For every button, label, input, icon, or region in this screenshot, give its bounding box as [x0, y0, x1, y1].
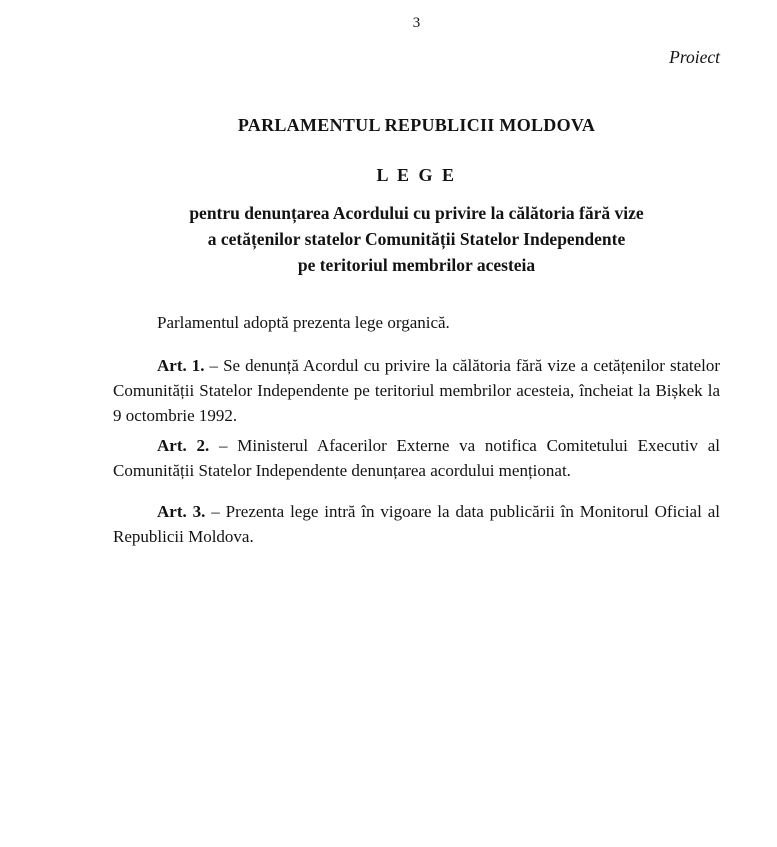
article-2-text: – Ministerul Afacerilor Externe va notifica Comitetului Executiv al Comunității Statelor Independente denunțarea acordului menționat. [113, 436, 721, 480]
article-1-paragraph [113, 353, 720, 428]
article-2-label: Art. 2. [157, 436, 210, 455]
article-1-text: – Se denunță Acordul cu privire la călătoria fără vize a cetățenilor statelor Comunității Statelor Independente pe teritoriul membrilor acesteia, încheiat la Bișkek la 9 octombrie 1992. [113, 356, 721, 425]
article-2-paragraph [113, 433, 720, 483]
doc-type-heading: L E G E [376, 165, 457, 185]
intro-paragraph: Parlamentul adoptă prezenta lege organică. [157, 313, 450, 332]
article-3-label: Art. 3. [157, 502, 206, 521]
article-3-text: – Prezenta lege intră în vigoare la data publicării în Monitorul Oficial al Republicii Moldova. [113, 502, 720, 546]
page-number: 3 [412, 15, 421, 31]
article-1-label: Art. 1. [157, 356, 205, 375]
law-title-line-3: pe teritoriul membrilor acesteia [297, 255, 536, 275]
law-title-line-1: pentru denunțarea Acordului cu privire la călătoria fără vize [189, 203, 644, 223]
law-title [113, 200, 720, 278]
article-3-paragraph [113, 499, 720, 549]
draft-label: Proiect [669, 47, 720, 67]
institution-heading: PARLAMENTUL REPUBLICII MOLDOVA [237, 115, 596, 135]
law-title-line-2: a cetățenilor statelor Comunității Statelor Independente [207, 229, 626, 249]
